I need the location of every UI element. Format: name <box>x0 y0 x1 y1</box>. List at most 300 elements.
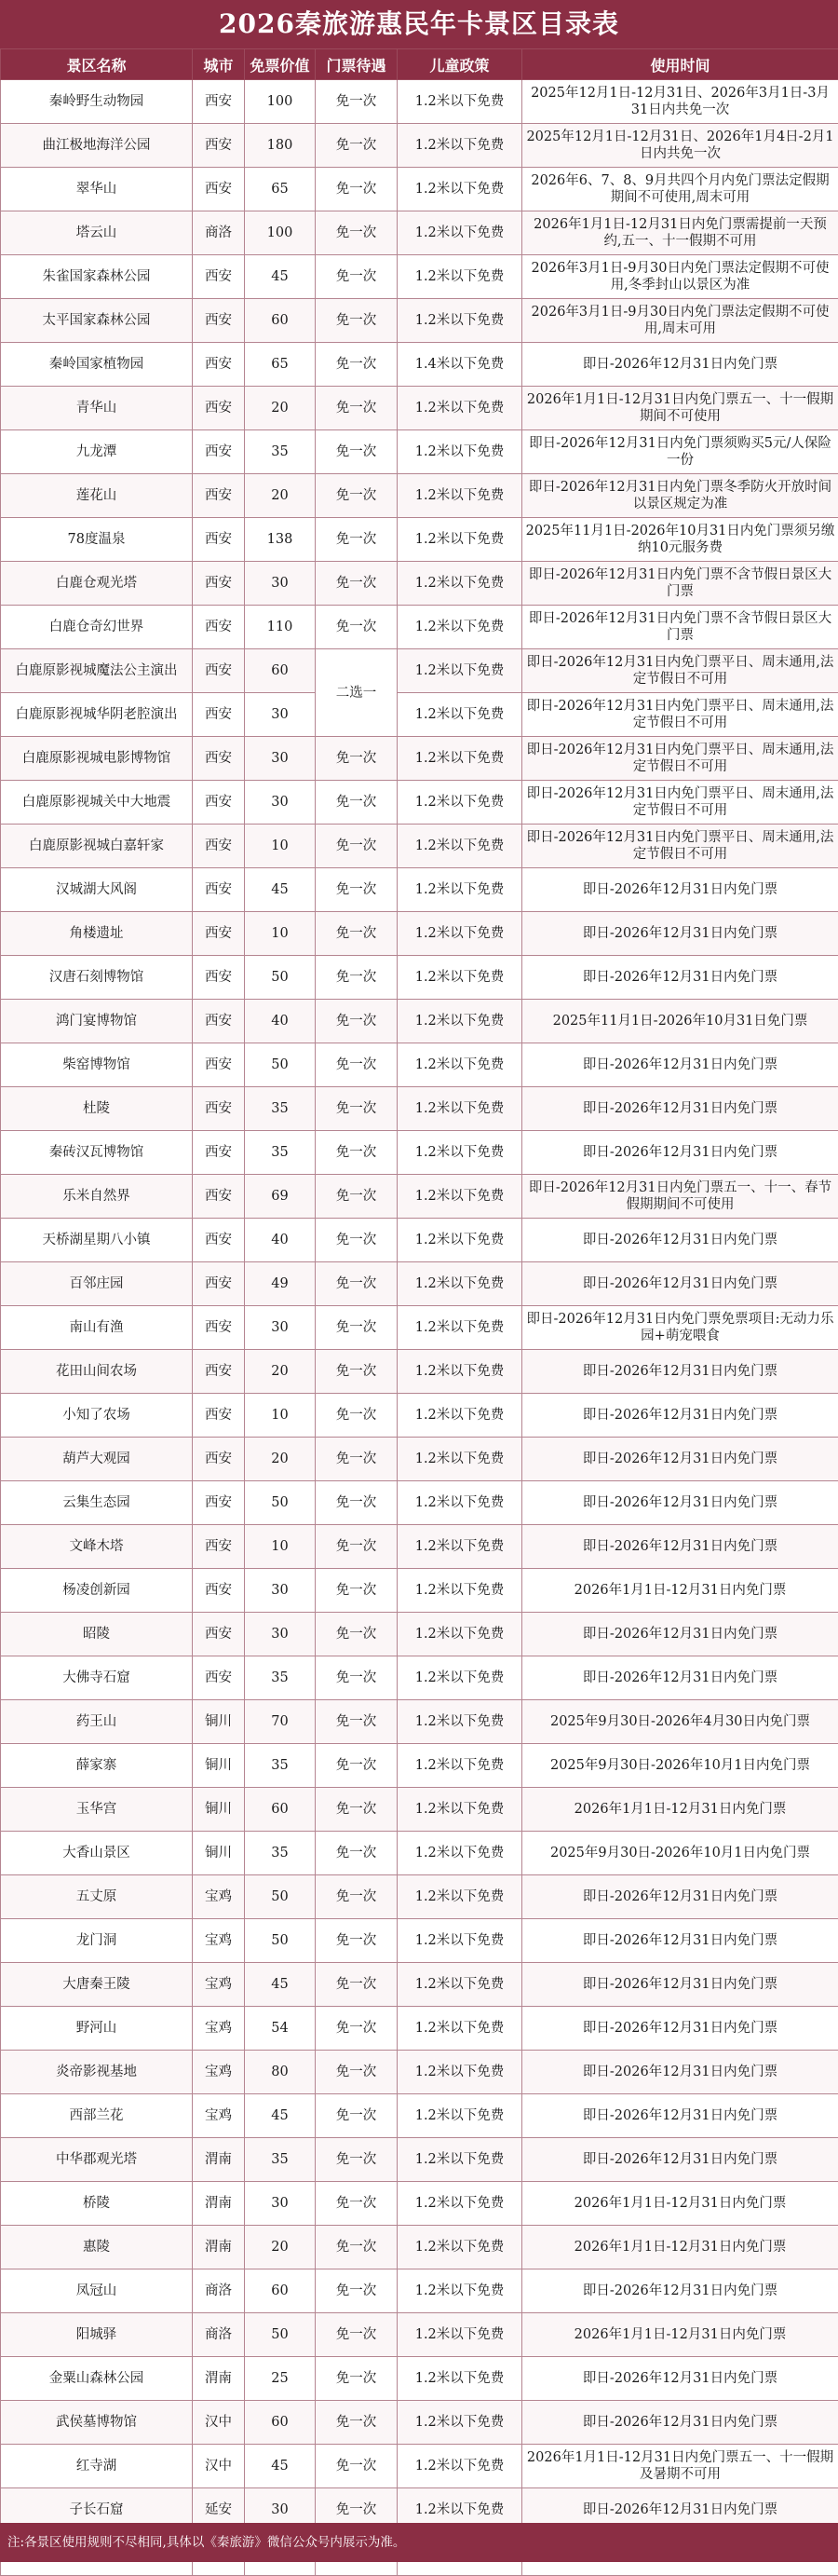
spot-name-cell: 武侯墓博物馆 <box>1 2401 193 2445</box>
benefit-cell: 免一次 <box>316 2182 398 2226</box>
spot-name-cell: 秦岭野生动物园 <box>1 80 193 124</box>
child-policy-cell: 1.2米以下免费 <box>398 868 522 912</box>
city-cell: 西安 <box>193 430 245 474</box>
city-cell: 西安 <box>193 956 245 1000</box>
city-cell: 西安 <box>193 562 245 606</box>
benefit-cell: 免一次 <box>316 912 398 956</box>
usage-time-cell: 即日-2026年12月31日内免门票须购买5元/人保险一份 <box>522 430 838 474</box>
ticket-value-cell: 30 <box>245 781 316 825</box>
city-cell: 汉中 <box>193 2401 245 2445</box>
child-policy-cell: 1.2米以下免费 <box>398 2313 522 2357</box>
usage-time-cell: 即日-2026年12月31日内免门票 <box>522 343 838 387</box>
spot-name-cell: 白鹿原影视城华阴老腔演出 <box>1 693 193 737</box>
spot-name-cell: 白鹿仓观光塔 <box>1 562 193 606</box>
spot-name-cell: 翠华山 <box>1 168 193 211</box>
usage-time-cell: 2026年1月1日-12月31日内免门票 <box>522 1569 838 1613</box>
child-policy-cell: 1.2米以下免费 <box>398 2357 522 2401</box>
usage-time-cell: 2026年6、7、8、9月共四个月内免门票法定假期期间不可使用,周末可用 <box>522 168 838 211</box>
table-row <box>1 343 838 387</box>
city-cell: 西安 <box>193 737 245 781</box>
spot-name-cell: 莲花山 <box>1 474 193 518</box>
benefit-cell: 免一次 <box>316 124 398 168</box>
table-row <box>1 299 838 343</box>
usage-time-cell: 即日-2026年12月31日内免门票 <box>522 1963 838 2007</box>
city-cell: 延安 <box>193 2488 245 2532</box>
child-policy-cell: 1.2米以下免费 <box>398 1131 522 1175</box>
benefit-cell: 免一次 <box>316 299 398 343</box>
ticket-value-cell: 30 <box>245 1306 316 1350</box>
city-cell: 铜川 <box>193 1700 245 1744</box>
spot-name-cell: 中华郡观光塔 <box>1 2138 193 2182</box>
table-row <box>1 474 838 518</box>
ticket-value-cell: 60 <box>245 2401 316 2445</box>
benefit-cell: 免一次 <box>316 956 398 1000</box>
usage-time-cell: 即日-2026年12月31日内免门票免票项目:无动力乐园+萌宠喂食 <box>522 1306 838 1350</box>
table-row <box>1 1963 838 2007</box>
usage-time-cell: 即日-2026年12月31日内免门票 <box>522 1350 838 1394</box>
city-cell: 西安 <box>193 1394 245 1438</box>
spot-name-cell: 五丈原 <box>1 1875 193 1919</box>
benefit-cell: 免一次 <box>316 1613 398 1656</box>
table-row <box>1 387 838 430</box>
city-cell: 西安 <box>193 387 245 430</box>
city-cell: 西安 <box>193 825 245 868</box>
spot-name-cell: 秦岭国家植物园 <box>1 343 193 387</box>
child-policy-cell: 1.2米以下免费 <box>398 1219 522 1262</box>
city-cell: 西安 <box>193 649 245 693</box>
usage-time-cell: 2025年12月1日-12月31日、2026年3月1日-3月31日内共免一次 <box>522 80 838 124</box>
ticket-value-cell: 30 <box>245 2182 316 2226</box>
usage-time-cell: 2026年3月1日-9月30日内免门票法定假期不可使用,周末可用 <box>522 299 838 343</box>
ticket-value-cell: 54 <box>245 2007 316 2051</box>
child-policy-cell: 1.2米以下免费 <box>398 1087 522 1131</box>
table-row <box>1 1219 838 1262</box>
ticket-value-cell: 50 <box>245 1875 316 1919</box>
city-cell: 西安 <box>193 474 245 518</box>
benefit-cell: 免一次 <box>316 2313 398 2357</box>
spot-name-cell: 白鹿原影视城关中大地震 <box>1 781 193 825</box>
usage-time-cell: 即日-2026年12月31日内免门票平日、周末通用,法定节假日不可用 <box>522 737 838 781</box>
spot-name-cell: 薛家寨 <box>1 1744 193 1788</box>
benefit-cell: 免一次 <box>316 1525 398 1569</box>
ticket-value-cell: 35 <box>245 1656 316 1700</box>
page-title: 2026秦旅游惠民年卡景区目录表 <box>0 0 838 48</box>
child-policy-cell: 1.2米以下免费 <box>398 2445 522 2488</box>
child-policy-cell: 1.2米以下免费 <box>398 2269 522 2313</box>
spot-name-cell: 炎帝影视基地 <box>1 2051 193 2094</box>
table-row <box>1 2138 838 2182</box>
benefit-cell: 免一次 <box>316 1963 398 2007</box>
spot-name-cell: 西部兰花 <box>1 2094 193 2138</box>
city-cell: 西安 <box>193 1525 245 1569</box>
benefit-cell: 免一次 <box>316 868 398 912</box>
city-cell: 铜川 <box>193 1788 245 1832</box>
spot-name-cell: 大佛寺石窟 <box>1 1656 193 1700</box>
city-cell: 西安 <box>193 1613 245 1656</box>
benefit-cell: 免一次 <box>316 2445 398 2488</box>
spot-name-cell: 天桥湖星期八小镇 <box>1 1219 193 1262</box>
benefit-cell: 免一次 <box>316 1700 398 1744</box>
usage-time-cell: 2026年1月1日-12月31日内免门票 <box>522 1788 838 1832</box>
spot-name-cell: 昭陵 <box>1 1613 193 1656</box>
usage-time-cell: 即日-2026年12月31日内免门票 <box>522 912 838 956</box>
table-row <box>1 562 838 606</box>
benefit-cell: 免一次 <box>316 2051 398 2094</box>
child-policy-cell: 1.2米以下免费 <box>398 1438 522 1481</box>
city-cell: 西安 <box>193 124 245 168</box>
city-cell: 西安 <box>193 606 245 649</box>
benefit-cell: 免一次 <box>316 1175 398 1219</box>
table-row <box>1 1875 838 1919</box>
ticket-value-cell: 20 <box>245 1438 316 1481</box>
ticket-value-cell: 70 <box>245 1700 316 1744</box>
usage-time-cell: 即日-2026年12月31日内免门票 <box>522 2401 838 2445</box>
ticket-value-cell: 10 <box>245 912 316 956</box>
city-cell: 西安 <box>193 299 245 343</box>
usage-time-cell: 即日-2026年12月31日内免门票 <box>522 2357 838 2401</box>
city-cell: 西安 <box>193 1438 245 1481</box>
child-policy-cell: 1.2米以下免费 <box>398 2094 522 2138</box>
spot-name-cell: 白鹿仓奇幻世界 <box>1 606 193 649</box>
child-policy-cell: 1.2米以下免费 <box>398 1875 522 1919</box>
child-policy-cell: 1.2米以下免费 <box>398 255 522 299</box>
city-cell: 西安 <box>193 1131 245 1175</box>
spot-name-cell: 桥陵 <box>1 2182 193 2226</box>
ticket-value-cell: 35 <box>245 430 316 474</box>
city-cell: 宝鸡 <box>193 2051 245 2094</box>
table-row <box>1 693 838 737</box>
child-policy-cell: 1.2米以下免费 <box>398 1262 522 1306</box>
spot-name-cell: 野河山 <box>1 2007 193 2051</box>
spot-name-cell: 秦砖汉瓦博物馆 <box>1 1131 193 1175</box>
spot-name-cell: 金粟山森林公园 <box>1 2357 193 2401</box>
table-row <box>1 2051 838 2094</box>
benefit-cell: 免一次 <box>316 1919 398 1963</box>
header-value: 免票价值 <box>245 49 316 80</box>
usage-time-cell: 2025年9月30日-2026年4月30日内免门票 <box>522 1700 838 1744</box>
table-row <box>1 211 838 255</box>
ticket-value-cell: 35 <box>245 2138 316 2182</box>
usage-time-cell: 2025年12月1日-12月31日、2026年1月4日-2月1日内共免一次 <box>522 124 838 168</box>
spot-name-cell: 玉华宫 <box>1 1788 193 1832</box>
spot-name-cell: 角楼遗址 <box>1 912 193 956</box>
spot-name-cell: 朱雀国家森林公园 <box>1 255 193 299</box>
child-policy-cell: 1.2米以下免费 <box>398 430 522 474</box>
child-policy-cell: 1.2米以下免费 <box>398 1919 522 1963</box>
usage-time-cell: 2025年9月30日-2026年10月1日内免门票 <box>522 1744 838 1788</box>
spot-name-cell: 大香山景区 <box>1 1832 193 1875</box>
benefit-cell: 免一次 <box>316 2269 398 2313</box>
table-row <box>1 1306 838 1350</box>
city-cell: 商洛 <box>193 2313 245 2357</box>
ticket-value-cell: 35 <box>245 1832 316 1875</box>
ticket-value-cell: 40 <box>245 1219 316 1262</box>
spot-name-cell: 云集生态园 <box>1 1481 193 1525</box>
child-policy-cell: 1.2米以下免费 <box>398 1744 522 1788</box>
child-policy-cell: 1.2米以下免费 <box>398 781 522 825</box>
usage-time-cell: 即日-2026年12月31日内免门票 <box>522 2094 838 2138</box>
benefit-cell: 免一次 <box>316 2226 398 2269</box>
ticket-value-cell: 50 <box>245 1043 316 1087</box>
benefit-cell: 免一次 <box>316 80 398 124</box>
city-cell: 西安 <box>193 1350 245 1394</box>
child-policy-cell: 1.2米以下免费 <box>398 168 522 211</box>
table-row <box>1 868 838 912</box>
table-row <box>1 2094 838 2138</box>
benefit-cell: 免一次 <box>316 1569 398 1613</box>
child-policy-cell: 1.2米以下免费 <box>398 299 522 343</box>
table-header-row <box>1 49 838 80</box>
child-policy-cell: 1.2米以下免费 <box>398 1394 522 1438</box>
table-row <box>1 2401 838 2445</box>
child-policy-cell: 1.2米以下免费 <box>398 474 522 518</box>
child-policy-cell: 1.2米以下免费 <box>398 606 522 649</box>
city-cell: 宝鸡 <box>193 1875 245 1919</box>
table-row <box>1 255 838 299</box>
ticket-value-cell: 30 <box>245 737 316 781</box>
child-policy-cell: 1.2米以下免费 <box>398 2226 522 2269</box>
table-row <box>1 1438 838 1481</box>
table-row <box>1 737 838 781</box>
ticket-value-cell: 180 <box>245 124 316 168</box>
benefit-cell: 免一次 <box>316 211 398 255</box>
ticket-value-cell: 20 <box>245 2226 316 2269</box>
city-cell: 铜川 <box>193 1832 245 1875</box>
usage-time-cell: 2026年1月1日-12月31日内免门票 <box>522 2226 838 2269</box>
city-cell: 西安 <box>193 1043 245 1087</box>
usage-time-cell: 即日-2026年12月31日内免门票 <box>522 2269 838 2313</box>
benefit-cell: 免一次 <box>316 606 398 649</box>
spot-name-cell: 子长石窟 <box>1 2488 193 2532</box>
benefit-cell: 免一次 <box>316 2138 398 2182</box>
usage-time-cell: 2026年1月1日-12月31日内免门票需提前一天预约,五一、十一假期不可用 <box>522 211 838 255</box>
ticket-value-cell: 49 <box>245 1262 316 1306</box>
usage-time-cell: 即日-2026年12月31日内免门票不含节假日景区大门票 <box>522 606 838 649</box>
table-row <box>1 1350 838 1394</box>
child-policy-cell: 1.2米以下免费 <box>398 124 522 168</box>
spot-name-cell: 药王山 <box>1 1700 193 1744</box>
child-policy-cell: 1.2米以下免费 <box>398 1175 522 1219</box>
city-cell: 西安 <box>193 1656 245 1700</box>
benefit-cell: 免一次 <box>316 1832 398 1875</box>
table-row <box>1 2182 838 2226</box>
usage-time-cell: 即日-2026年12月31日内免门票 <box>522 956 838 1000</box>
usage-time-cell: 2026年1月1日-12月31日内免门票五一、十一假期期间不可使用 <box>522 387 838 430</box>
benefit-cell: 免一次 <box>316 168 398 211</box>
ticket-value-cell: 50 <box>245 1919 316 1963</box>
ticket-value-cell: 35 <box>245 1131 316 1175</box>
benefit-cell: 免一次 <box>316 1656 398 1700</box>
city-cell: 西安 <box>193 1000 245 1043</box>
table-row <box>1 2357 838 2401</box>
table-row <box>1 2269 838 2313</box>
usage-time-cell: 即日-2026年12月31日内免门票 <box>522 2138 838 2182</box>
table-row <box>1 1043 838 1087</box>
child-policy-cell: 1.2米以下免费 <box>398 1700 522 1744</box>
child-policy-cell: 1.2米以下免费 <box>398 562 522 606</box>
city-cell: 西安 <box>193 255 245 299</box>
child-policy-cell: 1.2米以下免费 <box>398 1306 522 1350</box>
ticket-value-cell: 80 <box>245 2051 316 2094</box>
usage-time-cell: 即日-2026年12月31日内免门票 <box>522 1043 838 1087</box>
city-cell: 渭南 <box>193 2226 245 2269</box>
usage-time-cell: 即日-2026年12月31日内免门票平日、周末通用,法定节假日不可用 <box>522 693 838 737</box>
usage-time-cell: 2026年3月1日-9月30日内免门票法定假期不可使用,冬季封山以景区为准 <box>522 255 838 299</box>
ticket-value-cell: 30 <box>245 693 316 737</box>
child-policy-cell: 1.2米以下免费 <box>398 2182 522 2226</box>
city-cell: 宝鸡 <box>193 2007 245 2051</box>
city-cell: 西安 <box>193 343 245 387</box>
spot-name-cell: 红寺湖 <box>1 2445 193 2488</box>
spot-name-cell: 九龙潭 <box>1 430 193 474</box>
spot-name-cell: 南山有渔 <box>1 1306 193 1350</box>
ticket-value-cell: 100 <box>245 211 316 255</box>
ticket-value-cell: 45 <box>245 868 316 912</box>
usage-time-cell: 即日-2026年12月31日内免门票 <box>522 2488 838 2532</box>
spot-name-cell: 柴窑博物馆 <box>1 1043 193 1087</box>
spot-name-cell: 百邻庄园 <box>1 1262 193 1306</box>
benefit-cell: 免一次 <box>316 430 398 474</box>
city-cell: 西安 <box>193 868 245 912</box>
table-row <box>1 168 838 211</box>
child-policy-cell: 1.2米以下免费 <box>398 1656 522 1700</box>
merged-benefit-cell: 二选一 <box>316 649 398 737</box>
table-row <box>1 1175 838 1219</box>
spot-name-cell: 杨凌创新园 <box>1 1569 193 1613</box>
benefit-cell: 免一次 <box>316 387 398 430</box>
table-row <box>1 1394 838 1438</box>
usage-time-cell: 即日-2026年12月31日内免门票 <box>522 868 838 912</box>
usage-time-cell: 即日-2026年12月31日内免门票 <box>522 1875 838 1919</box>
table-row <box>1 2007 838 2051</box>
spot-name-cell: 大唐秦王陵 <box>1 1963 193 2007</box>
table-row <box>1 2226 838 2269</box>
spot-name-cell: 白鹿原影视城白嘉轩家 <box>1 825 193 868</box>
benefit-cell: 免一次 <box>316 737 398 781</box>
ticket-value-cell: 25 <box>245 2357 316 2401</box>
spot-name-cell: 青华山 <box>1 387 193 430</box>
usage-time-cell: 即日-2026年12月31日内免门票冬季防火开放时间以景区规定为准 <box>522 474 838 518</box>
header-usage-time: 使用时间 <box>522 49 838 80</box>
ticket-value-cell: 110 <box>245 606 316 649</box>
usage-time-cell: 即日-2026年12月31日内免门票 <box>522 1394 838 1438</box>
spot-name-cell: 塔云山 <box>1 211 193 255</box>
benefit-cell: 免一次 <box>316 2007 398 2051</box>
header-name: 景区名称 <box>1 49 193 80</box>
spot-name-cell: 曲江极地海洋公园 <box>1 124 193 168</box>
table-row <box>1 1656 838 1700</box>
ticket-value-cell: 50 <box>245 1481 316 1525</box>
spot-name-cell: 乐米自然界 <box>1 1175 193 1219</box>
ticket-value-cell: 30 <box>245 562 316 606</box>
city-cell: 西安 <box>193 168 245 211</box>
city-cell: 宝鸡 <box>193 1963 245 2007</box>
ticket-value-cell: 50 <box>245 956 316 1000</box>
city-cell: 西安 <box>193 1262 245 1306</box>
city-cell: 宝鸡 <box>193 1919 245 1963</box>
benefit-cell: 免一次 <box>316 1306 398 1350</box>
benefit-cell: 免一次 <box>316 2094 398 2138</box>
header-benefit: 门票待遇 <box>316 49 398 80</box>
child-policy-cell: 1.2米以下免费 <box>398 2401 522 2445</box>
spot-name-cell: 花田山间农场 <box>1 1350 193 1394</box>
benefit-cell: 免一次 <box>316 474 398 518</box>
benefit-cell: 免一次 <box>316 1788 398 1832</box>
child-policy-cell: 1.2米以下免费 <box>398 518 522 562</box>
child-policy-cell: 1.2米以下免费 <box>398 1481 522 1525</box>
table-row <box>1 1000 838 1043</box>
child-policy-cell: 1.2米以下免费 <box>398 1000 522 1043</box>
city-cell: 西安 <box>193 80 245 124</box>
table-row <box>1 1131 838 1175</box>
ticket-value-cell: 35 <box>245 1744 316 1788</box>
usage-time-cell: 即日-2026年12月31日内免门票 <box>522 2007 838 2051</box>
benefit-cell: 免一次 <box>316 2488 398 2532</box>
ticket-value-cell: 20 <box>245 387 316 430</box>
table-row <box>1 1919 838 1963</box>
benefit-cell: 免一次 <box>316 1438 398 1481</box>
benefit-cell: 免一次 <box>316 1043 398 1087</box>
header-child-policy: 儿童政策 <box>398 49 522 80</box>
city-cell: 西安 <box>193 518 245 562</box>
usage-time-cell: 2025年9月30日-2026年10月1日内免门票 <box>522 1832 838 1875</box>
spot-name-cell: 78度温泉 <box>1 518 193 562</box>
spot-name-cell: 龙门洞 <box>1 1919 193 1963</box>
child-policy-cell: 1.4米以下免费 <box>398 343 522 387</box>
benefit-cell: 免一次 <box>316 562 398 606</box>
spot-name-cell: 白鹿原影视城魔法公主演出 <box>1 649 193 693</box>
usage-time-cell: 即日-2026年12月31日内免门票 <box>522 1525 838 1569</box>
spot-name-cell: 鸿门宴博物馆 <box>1 1000 193 1043</box>
child-policy-cell: 1.2米以下免费 <box>398 2007 522 2051</box>
usage-time-cell: 即日-2026年12月31日内免门票 <box>522 1481 838 1525</box>
scenic-spot-table <box>0 48 838 2576</box>
child-policy-cell: 1.2米以下免费 <box>398 649 522 693</box>
child-policy-cell: 1.2米以下免费 <box>398 2138 522 2182</box>
city-cell: 西安 <box>193 1219 245 1262</box>
benefit-cell: 免一次 <box>316 1875 398 1919</box>
benefit-cell: 免一次 <box>316 1087 398 1131</box>
child-policy-cell: 1.2米以下免费 <box>398 737 522 781</box>
usage-time-cell: 即日-2026年12月31日内免门票 <box>522 1131 838 1175</box>
table-row <box>1 1832 838 1875</box>
ticket-value-cell: 20 <box>245 1350 316 1394</box>
usage-time-cell: 即日-2026年12月31日内免门票 <box>522 1219 838 1262</box>
usage-time-cell: 2026年1月1日-12月31日内免门票五一、十一假期及暑期不可用 <box>522 2445 838 2488</box>
child-policy-cell: 1.2米以下免费 <box>398 825 522 868</box>
child-policy-cell: 1.2米以下免费 <box>398 2051 522 2094</box>
usage-time-cell: 即日-2026年12月31日内免门票五一、十一、春节假期期间不可使用 <box>522 1175 838 1219</box>
table-row <box>1 430 838 474</box>
table-row <box>1 1700 838 1744</box>
child-policy-cell: 1.2米以下免费 <box>398 1350 522 1394</box>
ticket-value-cell: 60 <box>245 299 316 343</box>
child-policy-cell: 1.2米以下免费 <box>398 1963 522 2007</box>
table-row <box>1 1569 838 1613</box>
ticket-value-cell: 60 <box>245 649 316 693</box>
benefit-cell: 免一次 <box>316 1744 398 1788</box>
ticket-value-cell: 40 <box>245 1000 316 1043</box>
ticket-value-cell: 60 <box>245 1788 316 1832</box>
usage-time-cell: 2025年11月1日-2026年10月31日免门票 <box>522 1000 838 1043</box>
table-row <box>1 518 838 562</box>
benefit-cell: 免一次 <box>316 1394 398 1438</box>
usage-time-cell: 2026年1月1日-12月31日内免门票 <box>522 2313 838 2357</box>
spot-name-cell: 葫芦大观园 <box>1 1438 193 1481</box>
city-cell: 西安 <box>193 1569 245 1613</box>
usage-time-cell: 即日-2026年12月31日内免门票平日、周末通用,法定节假日不可用 <box>522 781 838 825</box>
table-row <box>1 825 838 868</box>
